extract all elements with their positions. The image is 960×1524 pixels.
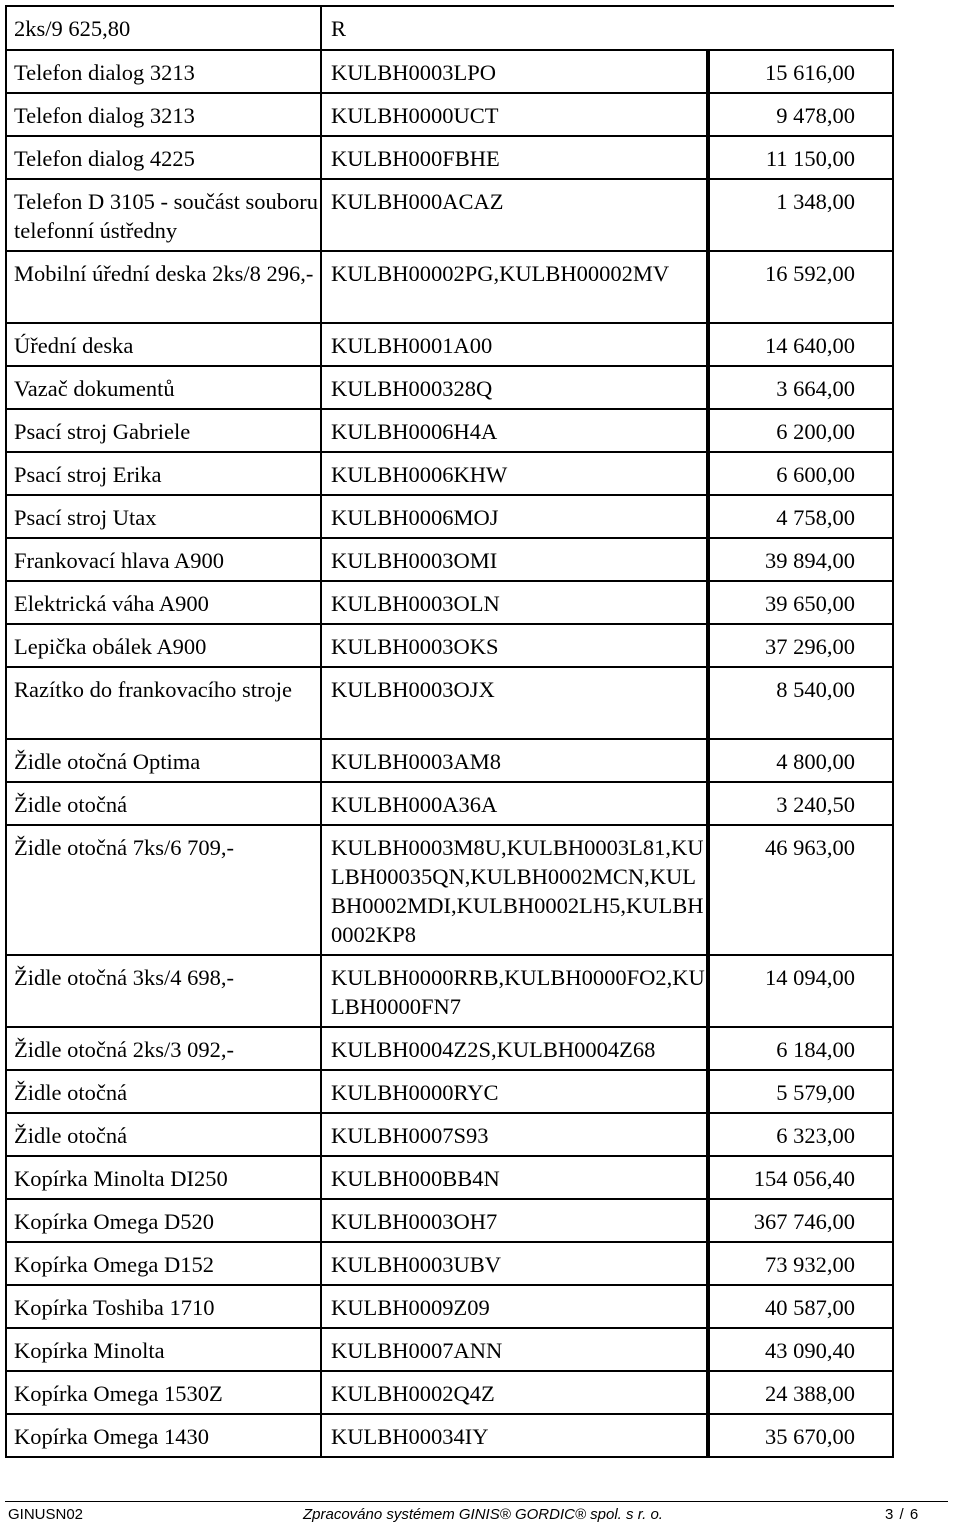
inventory-code-cell: KULBH000ACAZ <box>322 180 710 252</box>
inventory-code-cell: KULBH0003UBV <box>322 1243 710 1286</box>
amount-cell: 39 650,00 <box>710 582 894 625</box>
item-name-cell: Psací stroj Erika <box>7 453 322 496</box>
amount-cell: 154 056,40 <box>710 1157 894 1200</box>
table-row <box>7 1071 894 1114</box>
item-name-cell: Kopírka Omega D152 <box>7 1243 322 1286</box>
amount-cell: 14 094,00 <box>710 956 894 1028</box>
table-row <box>7 1243 894 1286</box>
inventory-code-cell: KULBH0006KHW <box>322 453 710 496</box>
amount-cell: 5 579,00 <box>710 1071 894 1114</box>
item-name-cell: Telefon dialog 4225 <box>7 137 322 180</box>
table-row <box>7 94 894 137</box>
amount-cell: 37 296,00 <box>710 625 894 668</box>
inventory-code-cell: KULBH0003OLN <box>322 582 710 625</box>
item-name-cell: Psací stroj Gabriele <box>7 410 322 453</box>
item-name-cell: Elektrická váha A900 <box>7 582 322 625</box>
table-row <box>7 137 894 180</box>
item-name-cell: Židle otočná 3ks/4 698,- <box>7 956 322 1028</box>
amount-cell: 15 616,00 <box>710 51 894 94</box>
item-name-cell: Židle otočná <box>7 783 322 826</box>
item-name-cell: Kopírka Omega D520 <box>7 1200 322 1243</box>
table-header-row <box>7 7 894 51</box>
amount-cell: 6 184,00 <box>710 1028 894 1071</box>
asset-table <box>5 5 894 1458</box>
footer-page-number: 3 / 6 <box>885 1506 920 1523</box>
item-name-cell: Židle otočná 7ks/6 709,- <box>7 826 322 956</box>
table-row <box>7 1415 894 1458</box>
amount-cell: 14 640,00 <box>710 324 894 367</box>
amount-cell: 6 323,00 <box>710 1114 894 1157</box>
inventory-code-cell: KULBH0003OMI <box>322 539 710 582</box>
inventory-code-cell: KULBH0000RRB,KULBH0000FO2,KULBH0000FN7 <box>322 956 710 1028</box>
table-row <box>7 826 894 956</box>
table-row <box>7 539 894 582</box>
amount-cell: 1 348,00 <box>710 180 894 252</box>
table-row <box>7 496 894 539</box>
inventory-code-cell: KULBH0003AM8 <box>322 740 710 783</box>
table-row <box>7 625 894 668</box>
table-row <box>7 783 894 826</box>
inventory-code-cell: KULBH0007ANN <box>322 1329 710 1372</box>
amount-cell: 9 478,00 <box>710 94 894 137</box>
amount-cell: 35 670,00 <box>710 1415 894 1458</box>
item-name-cell: Kopírka Minolta DI250 <box>7 1157 322 1200</box>
amount-cell: 24 388,00 <box>710 1372 894 1415</box>
table-row <box>7 1157 894 1200</box>
inventory-code-cell: KULBH0003M8U,KULBH0003L81,KULBH00035QN,KULBH0002MCN,KULBH0002MDI,KULBH0002LH5,KULBH0002KP8 <box>322 826 710 956</box>
item-name-cell: Židle otočná <box>7 1071 322 1114</box>
inventory-code-cell: KULBH0000RYC <box>322 1071 710 1114</box>
table-row <box>7 180 894 252</box>
item-name-cell: Úřední deska <box>7 324 322 367</box>
item-name-cell: Kopírka Minolta <box>7 1329 322 1372</box>
item-name-cell: Židle otočná <box>7 1114 322 1157</box>
amount-cell: 11 150,00 <box>710 137 894 180</box>
inventory-code-cell: KULBH0006MOJ <box>322 496 710 539</box>
table-row <box>7 956 894 1028</box>
item-name-cell: Telefon dialog 3213 <box>7 51 322 94</box>
header-cell-1: 2ks/9 625,80 <box>7 7 322 51</box>
table-row <box>7 51 894 94</box>
inventory-code-cell: KULBH0009Z09 <box>322 1286 710 1329</box>
inventory-code-cell: KULBH00034IY <box>322 1415 710 1458</box>
inventory-code-cell: KULBH0000UCT <box>322 94 710 137</box>
item-name-cell: Židle otočná Optima <box>7 740 322 783</box>
inventory-code-cell: KULBH0006H4A <box>322 410 710 453</box>
item-name-cell: Židle otočná 2ks/3 092,- <box>7 1028 322 1071</box>
item-name-cell: Vazač dokumentů <box>7 367 322 410</box>
table-row <box>7 1028 894 1071</box>
amount-cell: 6 200,00 <box>710 410 894 453</box>
item-name-cell: Lepička obálek A900 <box>7 625 322 668</box>
inventory-code-cell: KULBH0003LPO <box>322 51 710 94</box>
amount-cell: 73 932,00 <box>710 1243 894 1286</box>
amount-cell: 4 758,00 <box>710 496 894 539</box>
amount-cell: 3 240,50 <box>710 783 894 826</box>
table-row <box>7 410 894 453</box>
amount-cell: 46 963,00 <box>710 826 894 956</box>
amount-cell: 43 090,40 <box>710 1329 894 1372</box>
amount-cell: 4 800,00 <box>710 740 894 783</box>
table-row <box>7 1372 894 1415</box>
table-row <box>7 453 894 496</box>
inventory-code-cell: KULBH0003OJX <box>322 668 710 740</box>
amount-cell: 16 592,00 <box>710 252 894 324</box>
amount-cell: 6 600,00 <box>710 453 894 496</box>
table-row <box>7 740 894 783</box>
inventory-code-cell: KULBH000328Q <box>322 367 710 410</box>
inventory-code-cell: KULBH00002PG,KULBH00002MV <box>322 252 710 324</box>
item-name-cell: Kopírka Toshiba 1710 <box>7 1286 322 1329</box>
header-cell-2: R <box>322 7 894 51</box>
inventory-code-cell: KULBH0003OH7 <box>322 1200 710 1243</box>
table-row <box>7 668 894 740</box>
page-footer <box>5 1501 948 1523</box>
inventory-code-cell: KULBH0003OKS <box>322 625 710 668</box>
table-row <box>7 1329 894 1372</box>
item-name-cell: Telefon dialog 3213 <box>7 94 322 137</box>
item-name-cell: Kopírka Omega 1530Z <box>7 1372 322 1415</box>
item-name-cell: Mobilní úřední deska 2ks/8 296,- <box>7 252 322 324</box>
item-name-cell: Psací stroj Utax <box>7 496 322 539</box>
footer-doc-id: GINUSN02 <box>8 1506 84 1523</box>
inventory-code-cell: KULBH0001A00 <box>322 324 710 367</box>
inventory-code-cell: KULBH000A36A <box>322 783 710 826</box>
item-name-cell: Frankovací hlava A900 <box>7 539 322 582</box>
table-row <box>7 367 894 410</box>
table-row <box>7 1286 894 1329</box>
amount-cell: 8 540,00 <box>710 668 894 740</box>
table-row <box>7 1200 894 1243</box>
inventory-code-cell: KULBH0007S93 <box>322 1114 710 1157</box>
amount-cell: 40 587,00 <box>710 1286 894 1329</box>
table-row <box>7 582 894 625</box>
table-row <box>7 1114 894 1157</box>
inventory-code-cell: KULBH0002Q4Z <box>322 1372 710 1415</box>
amount-cell: 3 664,00 <box>710 367 894 410</box>
inventory-code-cell: KULBH0004Z2S,KULBH0004Z68 <box>322 1028 710 1071</box>
item-name-cell: Razítko do frankovacího stroje <box>7 668 322 740</box>
footer-system-text: Zpracováno systémem GINIS® GORDIC® spol. s r. o. <box>303 1506 663 1523</box>
table-row <box>7 324 894 367</box>
amount-cell: 367 746,00 <box>710 1200 894 1243</box>
inventory-code-cell: KULBH000FBHE <box>322 137 710 180</box>
table-row <box>7 252 894 324</box>
item-name-cell: Kopírka Omega 1430 <box>7 1415 322 1458</box>
amount-cell: 39 894,00 <box>710 539 894 582</box>
item-name-cell: Telefon D 3105 - součást souboru telefonní ústředny <box>7 180 322 252</box>
inventory-code-cell: KULBH000BB4N <box>322 1157 710 1200</box>
